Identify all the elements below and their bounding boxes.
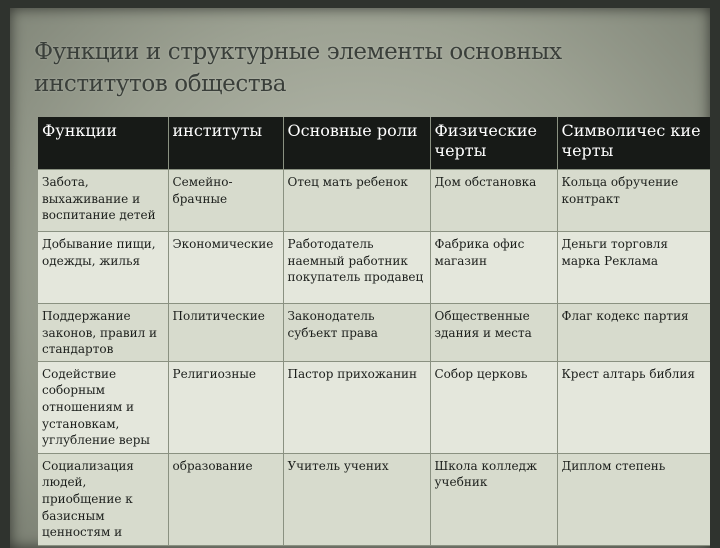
table-cell: Дом обстановка [430, 170, 557, 232]
header-functions: Функции [38, 117, 168, 170]
table-cell: Собор церковь [430, 361, 557, 453]
table-cell: Общественные здания и места [430, 304, 557, 362]
table-cell: Крест алтарь библия [557, 361, 710, 453]
table-cell: Работодатель наемный работник покупатель продавец [283, 232, 430, 304]
slide-title: Функции и структурные элементы основных институтов общества [34, 39, 562, 97]
table-cell: Законодатель субъект права [283, 304, 430, 362]
table-row [38, 170, 710, 232]
table-cell: Религиозные [168, 361, 283, 453]
table-cell: Содействие соборным отношениям и установкам, углубление веры [38, 361, 168, 453]
header-institutions: институты [168, 117, 283, 170]
header-physical-traits: Физические черты [430, 117, 557, 170]
table-cell: Фабрика офис магазин [430, 232, 557, 304]
table-cell: Кольца обручение контракт [557, 170, 710, 232]
table-cell: Деньги торговля марка Реклама [557, 232, 710, 304]
table-row [38, 453, 710, 545]
table-cell: Семейно-брачные [168, 170, 283, 232]
table-cell: Политические [168, 304, 283, 362]
table-cell: Поддержание законов, правил и стандартов [38, 304, 168, 362]
table-cell: образование [168, 453, 283, 545]
header-main-roles: Основные роли [283, 117, 430, 170]
table-header-row [38, 117, 710, 170]
table-cell: Отец мать ребенок [283, 170, 430, 232]
table-row [38, 361, 710, 453]
table-cell: Диплом степень [557, 453, 710, 545]
table-row [38, 232, 710, 304]
table-cell: Экономические [168, 232, 283, 304]
table-cell: Пастор прихожанин [283, 361, 430, 453]
header-symbolic-traits: Символичес кие черты [557, 117, 710, 170]
table-cell: Учитель учених [283, 453, 430, 545]
table-row [38, 304, 710, 362]
table-cell: Забота, выхаживание и воспитание детей [38, 170, 168, 232]
table-cell: Добывание пищи, одежды, жилья [38, 232, 168, 304]
table-cell: Социализация людей, приобщение к базисным ценностям и [38, 453, 168, 545]
institutions-table [38, 117, 710, 546]
table-cell: Флаг кодекс партия [557, 304, 710, 362]
table-cell: Школа колледж учебник [430, 453, 557, 545]
